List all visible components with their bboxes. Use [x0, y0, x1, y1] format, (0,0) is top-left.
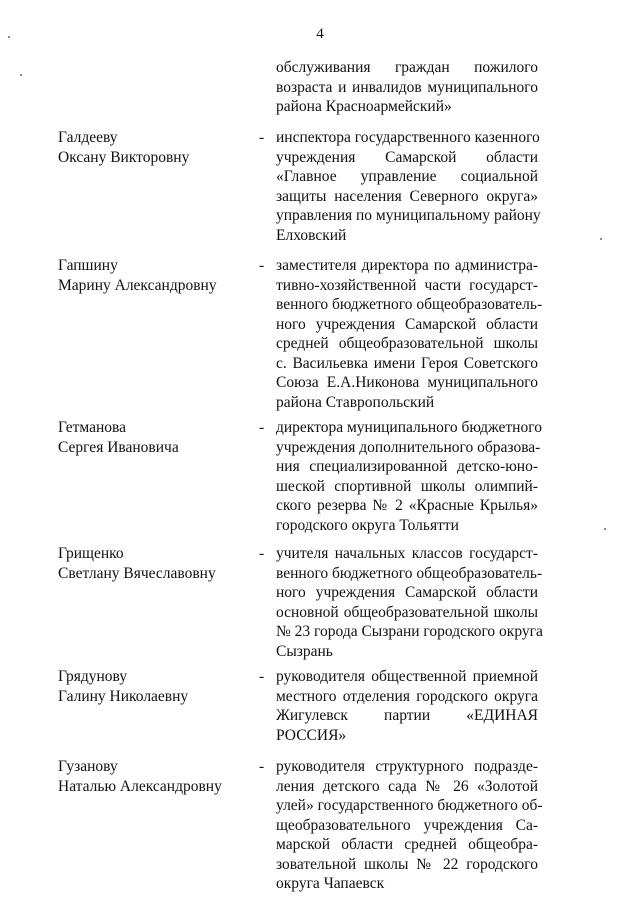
position-line: учреждения Самарской области — [276, 148, 538, 166]
person-given-name: Марину Александровну — [58, 276, 217, 294]
position-line: округа Чапаевск — [276, 875, 385, 892]
scan-speck — [604, 528, 606, 530]
position-line: ного учреждения Самарской области — [276, 584, 538, 601]
position-line: Союза Е.А.Никонова муниципального — [276, 374, 538, 391]
position-line: городского округа Тольятти — [276, 516, 459, 534]
person-name — [58, 128, 258, 167]
person-surname: Гетманова — [58, 419, 127, 436]
person-surname: Грядунову — [58, 668, 128, 685]
position-line: заместителя директора по администра- — [276, 257, 538, 274]
position-line: учителя начальных классов государст- — [276, 545, 538, 562]
person-given-name: Светлану Вячеславовну — [58, 564, 216, 582]
position-line: руководителя структурного подразде- — [276, 758, 538, 775]
position-line: Жигулевск партии «ЕДИНАЯ — [276, 707, 538, 724]
position-line: ления детского сада № 26 «Золотой — [276, 777, 538, 795]
intro-continuation — [276, 58, 538, 117]
position-line: Елховский — [276, 226, 347, 244]
position-line: «Главное управление социальной — [276, 168, 538, 185]
scan-speck — [600, 238, 602, 240]
entry-dash: - — [259, 668, 265, 685]
position-line: защиты населения Северного округа» — [276, 187, 538, 205]
person-name — [58, 757, 258, 796]
position-line: шеской спортивной школы олимпий- — [276, 477, 538, 495]
intro-line: района Красноармейский» — [276, 98, 452, 115]
position-line: ного учреждения Самарской области — [276, 315, 538, 333]
position-line: венного бюджетного общеобразователь- — [276, 564, 543, 582]
person-position — [276, 256, 543, 412]
position-line: РОССИЯ» — [276, 726, 347, 744]
intro-line: возраста и инвалидов муниципального — [276, 78, 538, 96]
position-line: марской области средней общеобра- — [276, 836, 538, 853]
person-position — [276, 544, 543, 661]
person-surname: Галдееву — [58, 129, 118, 146]
entry-dash: - — [259, 758, 265, 775]
position-line: Сызрань — [276, 642, 333, 660]
intro-line: обслуживания граждан пожилого — [276, 59, 538, 76]
person-given-name: Наталью Александровну — [58, 777, 222, 795]
position-line: основной общеобразовательной школы — [276, 603, 538, 621]
entry-dash: - — [259, 129, 265, 146]
position-line: директора муниципального бюджетного — [276, 419, 542, 436]
page-number: 4 — [316, 26, 324, 42]
person-given-name: Сергея Ивановича — [58, 438, 179, 456]
person-given-name: Галину Николаевну — [58, 687, 189, 705]
position-line: учреждения дополнительного образова- — [276, 438, 541, 456]
position-line: № 23 города Сызрани городского округа — [276, 623, 543, 640]
person-position — [276, 128, 541, 245]
person-given-name: Оксану Викторовну — [58, 148, 190, 166]
position-line: управления по муниципальному району — [276, 207, 541, 224]
scan-speck — [20, 74, 22, 76]
position-line: руководителя общественной приемной — [276, 668, 538, 685]
position-line: ния специализированной детско-юно- — [276, 458, 538, 475]
person-position — [276, 757, 543, 894]
person-surname: Гапшину — [58, 257, 118, 274]
person-position — [276, 667, 538, 745]
person-name — [58, 667, 258, 706]
scan-speck — [8, 36, 10, 38]
person-surname: Гузанову — [58, 758, 118, 775]
person-name — [58, 256, 258, 295]
entry-dash: - — [259, 545, 265, 562]
position-line: района Ставропольский — [276, 393, 435, 411]
position-line: улей» государственного бюджетного об- — [276, 797, 543, 814]
entry-dash: - — [259, 419, 265, 436]
position-line: зовательной школы № 22 городского — [276, 855, 538, 873]
person-name — [58, 544, 258, 583]
person-surname: Грищенко — [58, 545, 124, 562]
entry-dash: - — [259, 257, 265, 274]
position-line: инспектора государственного казенного — [276, 129, 540, 146]
position-line: тивно-хозяйственной части государст- — [276, 276, 538, 294]
person-position — [276, 418, 542, 535]
position-line: щеобразовательного учреждения Са- — [276, 816, 538, 834]
position-line: с. Васильевка имени Героя Советского — [276, 354, 538, 372]
person-name — [58, 418, 258, 457]
position-line: венного бюджетного общеобразователь- — [276, 296, 543, 313]
position-line: средней общеобразовательной школы — [276, 335, 538, 352]
position-line: ского резерва № 2 «Красные Крылья» — [276, 497, 538, 514]
position-line: местного отделения городского округа — [276, 687, 538, 705]
